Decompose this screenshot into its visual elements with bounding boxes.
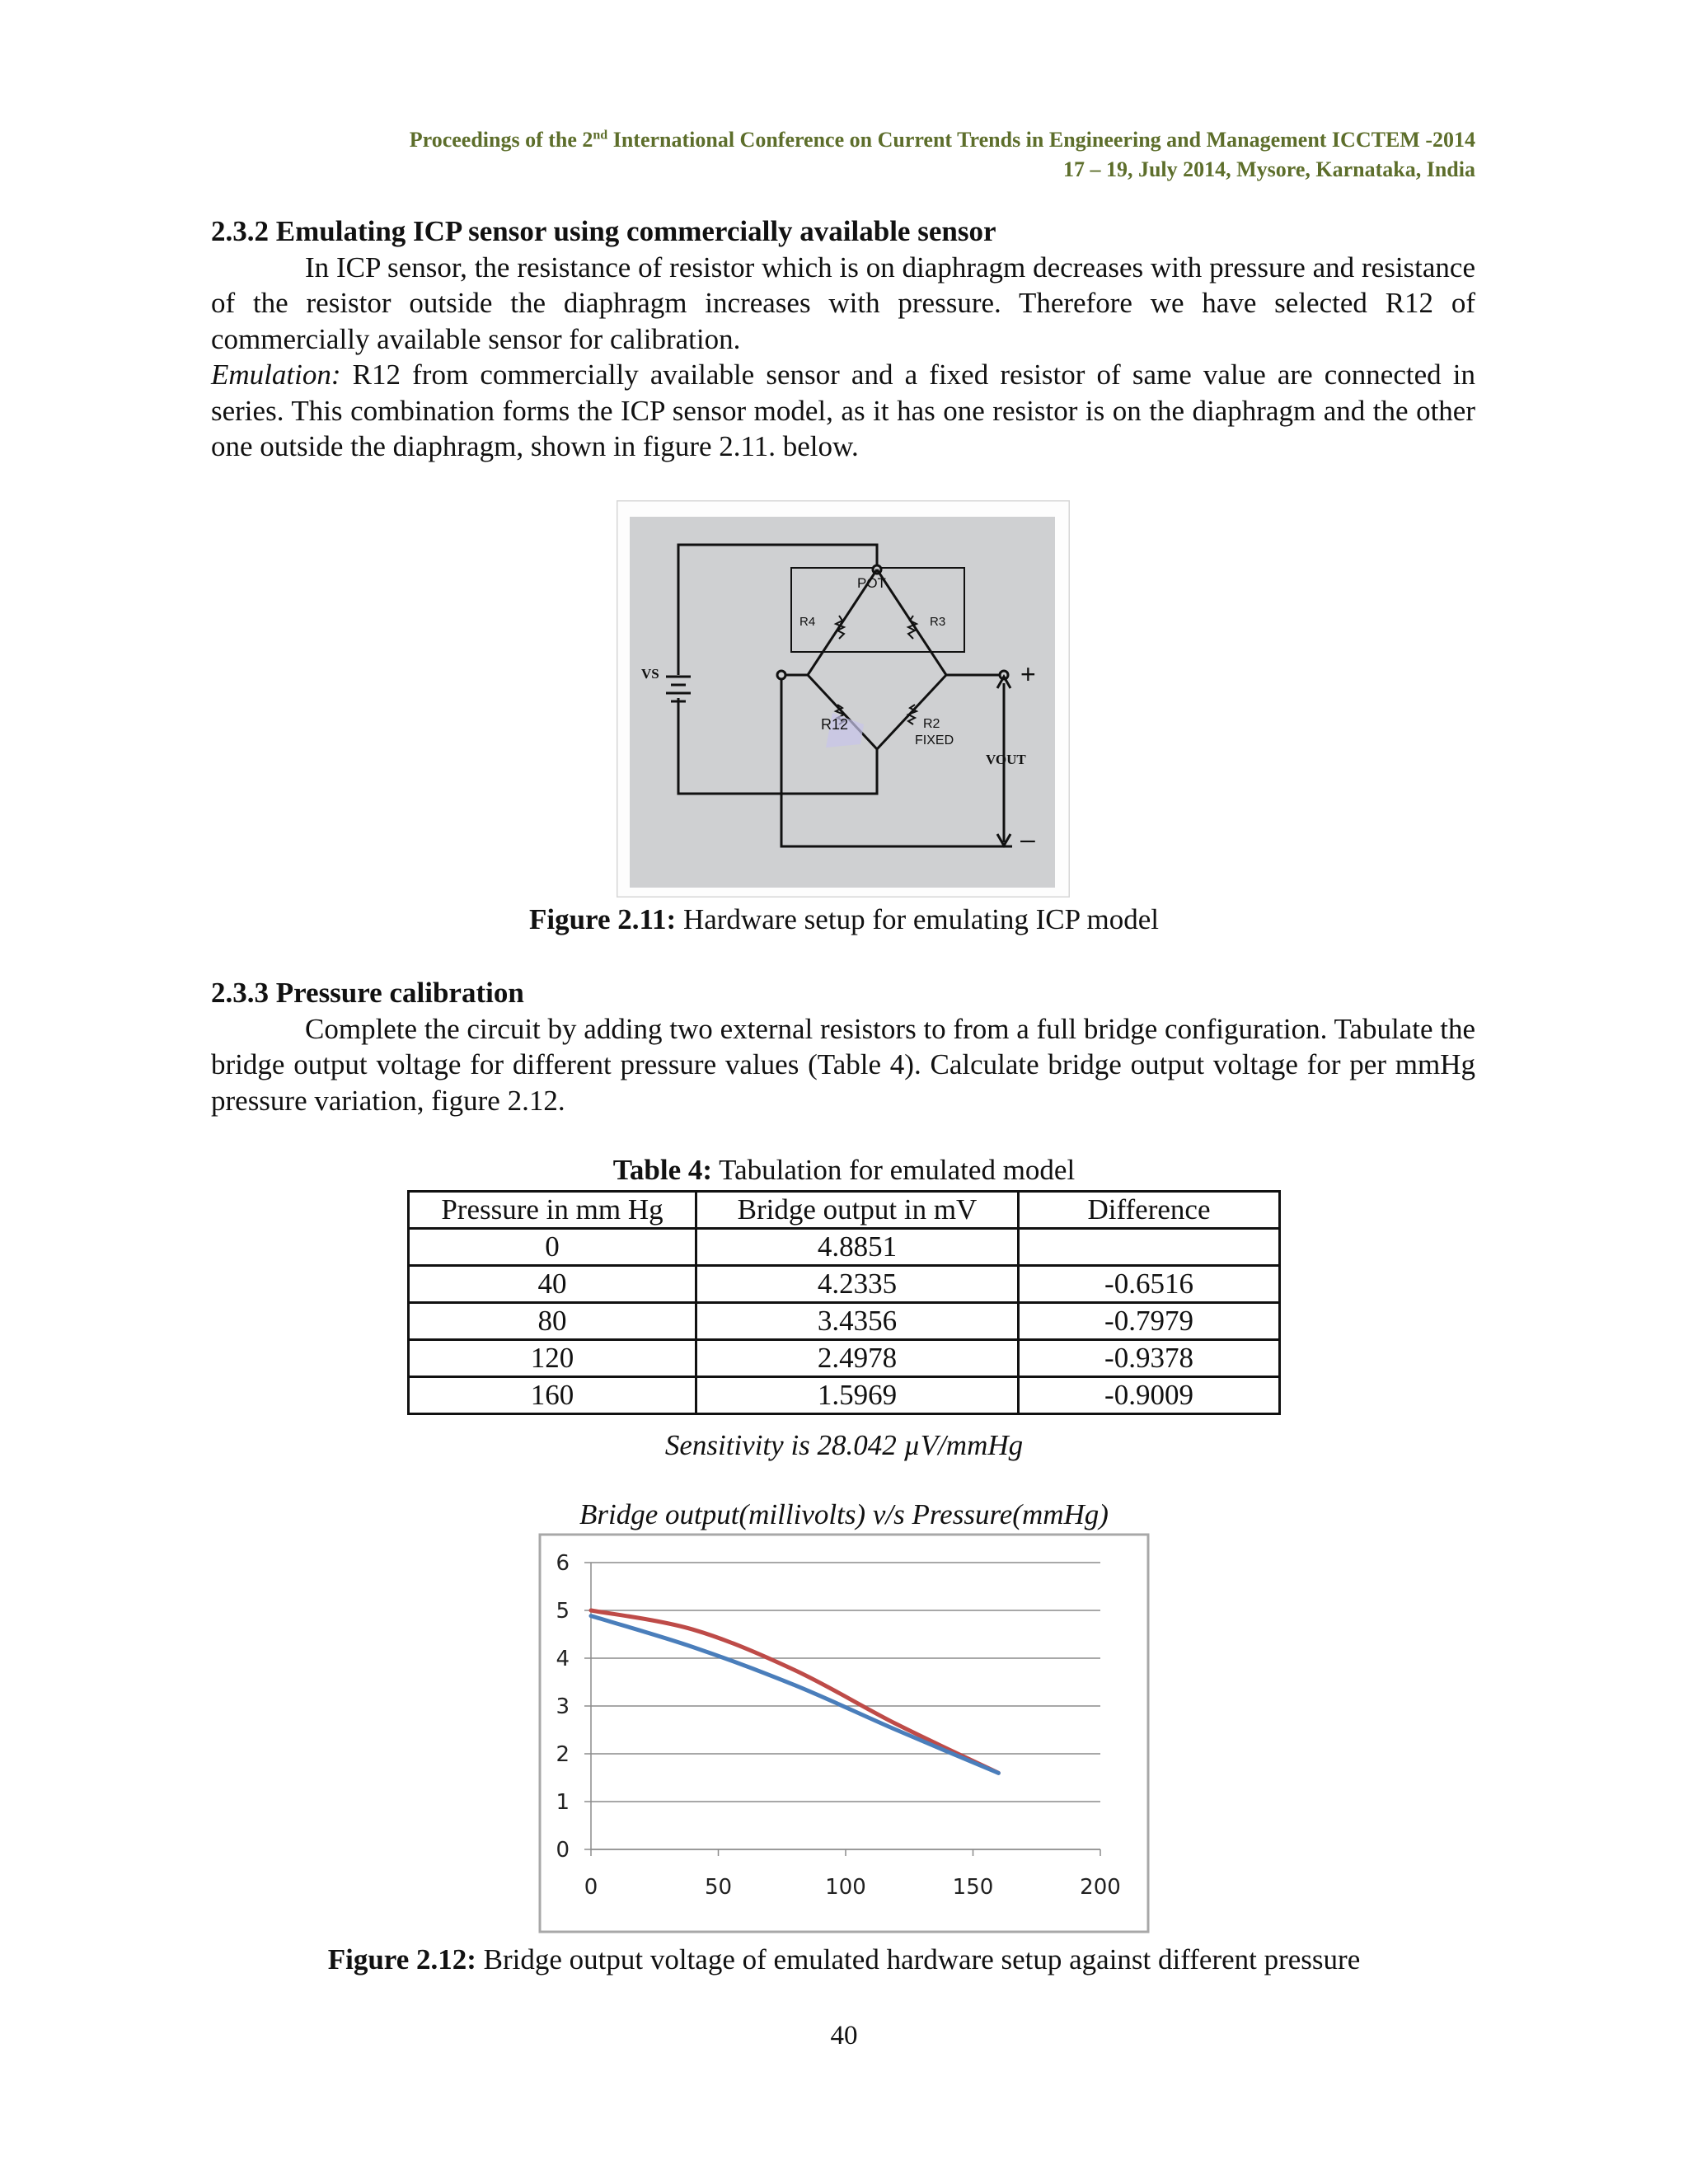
label-fixed: FIXED [915, 733, 954, 748]
x-tick-label: 200 [1080, 1875, 1121, 1900]
circuit-diagram [617, 500, 1070, 898]
table-row: 80 3.4356 -0.7979 [409, 1303, 1280, 1340]
conference-header [211, 125, 1475, 185]
table-header-cell: Bridge output in mV [696, 1192, 1019, 1229]
label-plus: + [1020, 659, 1036, 689]
table-header-cell: Difference [1019, 1192, 1280, 1229]
header-line-1: Proceedings of the 2nd International Conference on Current Trends in Engineering and Management ICCTEM -2014 [409, 128, 1475, 152]
y-tick-label: 5 [556, 1599, 570, 1624]
table-header-row [409, 1192, 1280, 1229]
paragraph: Complete the circuit by adding two external resistors to from a full bridge configuration. Tabulate the bridge output voltage for different pressure values (Table 4). Calculate bridge output voltage for per mmHg pressure variation, figure 2.12. [211, 1012, 1475, 1117]
y-tick-label: 6 [556, 1551, 570, 1576]
label-r12: R12 [821, 716, 849, 733]
emulation-label: Emulation: [211, 359, 341, 391]
page-number: 40 [830, 2021, 858, 2050]
x-tick-label: 150 [952, 1875, 994, 1900]
label-pot: POT [857, 575, 886, 591]
table-row: 120 2.4978 -0.9378 [409, 1340, 1280, 1377]
y-tick-label: 2 [556, 1742, 570, 1767]
label-r4: R4 [799, 615, 816, 629]
table-row: 40 4.2335 -0.6516 [409, 1266, 1280, 1303]
chart-title: Bridge output(millivolts) v/s Pressure(mmHg) [579, 1498, 1109, 1530]
chart-frame [540, 1535, 1148, 1932]
y-tick-label: 3 [556, 1694, 570, 1719]
section-2-3-2 [211, 213, 1475, 465]
table-4-caption: Table 4: Tabulation for emulated model [612, 1154, 1076, 1186]
label-vs: VS [641, 666, 659, 682]
y-tick-label: 4 [556, 1647, 570, 1671]
x-tick-label: 50 [704, 1875, 733, 1900]
line-chart [528, 1533, 1187, 1994]
section-2-3-3 [211, 975, 1475, 1118]
sensitivity-note: Sensitivity is 28.042 µV/mmHg [664, 1429, 1024, 1461]
label-r3: R3 [930, 615, 946, 629]
x-tick-label: 0 [584, 1875, 598, 1900]
figure-2-11-caption: Figure 2.11: Hardware setup for emulating ICP model [528, 903, 1159, 935]
table-row: 0 4.8851 [409, 1229, 1280, 1266]
figure-2-12-caption: Figure 2.12: Bridge output voltage of emulated hardware setup against different pressure [327, 1943, 1361, 1975]
table-row: 160 1.5969 -0.9009 [409, 1377, 1280, 1414]
table-header-cell: Pressure in mm Hg [409, 1192, 696, 1229]
label-r2: R2 [923, 717, 940, 731]
section-title: 2.3.3 Pressure calibration [211, 977, 524, 1009]
header-line-2: 17 – 19, July 2014, Mysore, Karnataka, India [1062, 157, 1475, 181]
paragraph-emulation: Emulation: R12 from commercially available sensor and a fixed resistor of same value are connected in series. This combination forms the ICP sensor model, as it has one resistor is on the diaphragm and the other one outside the diaphragm, shown in figure 2.11. below. [211, 359, 1475, 462]
paragraph: In ICP sensor, the resistance of resistor which is on diaphragm decreases with pressure and resistance of the resistor outside the diaphragm increases with pressure. Therefore we have selected R12 of commercially available sensor for calibration. [211, 251, 1475, 355]
y-tick-label: 0 [556, 1838, 570, 1863]
y-tick-label: 1 [556, 1790, 570, 1815]
section-title: 2.3.2 Emulating ICP sensor using commercially available sensor [211, 215, 996, 247]
table-4 [407, 1190, 1281, 1415]
label-vout: VOUT [986, 752, 1026, 767]
label-minus: – [1020, 824, 1035, 854]
x-tick-label: 100 [825, 1875, 866, 1900]
